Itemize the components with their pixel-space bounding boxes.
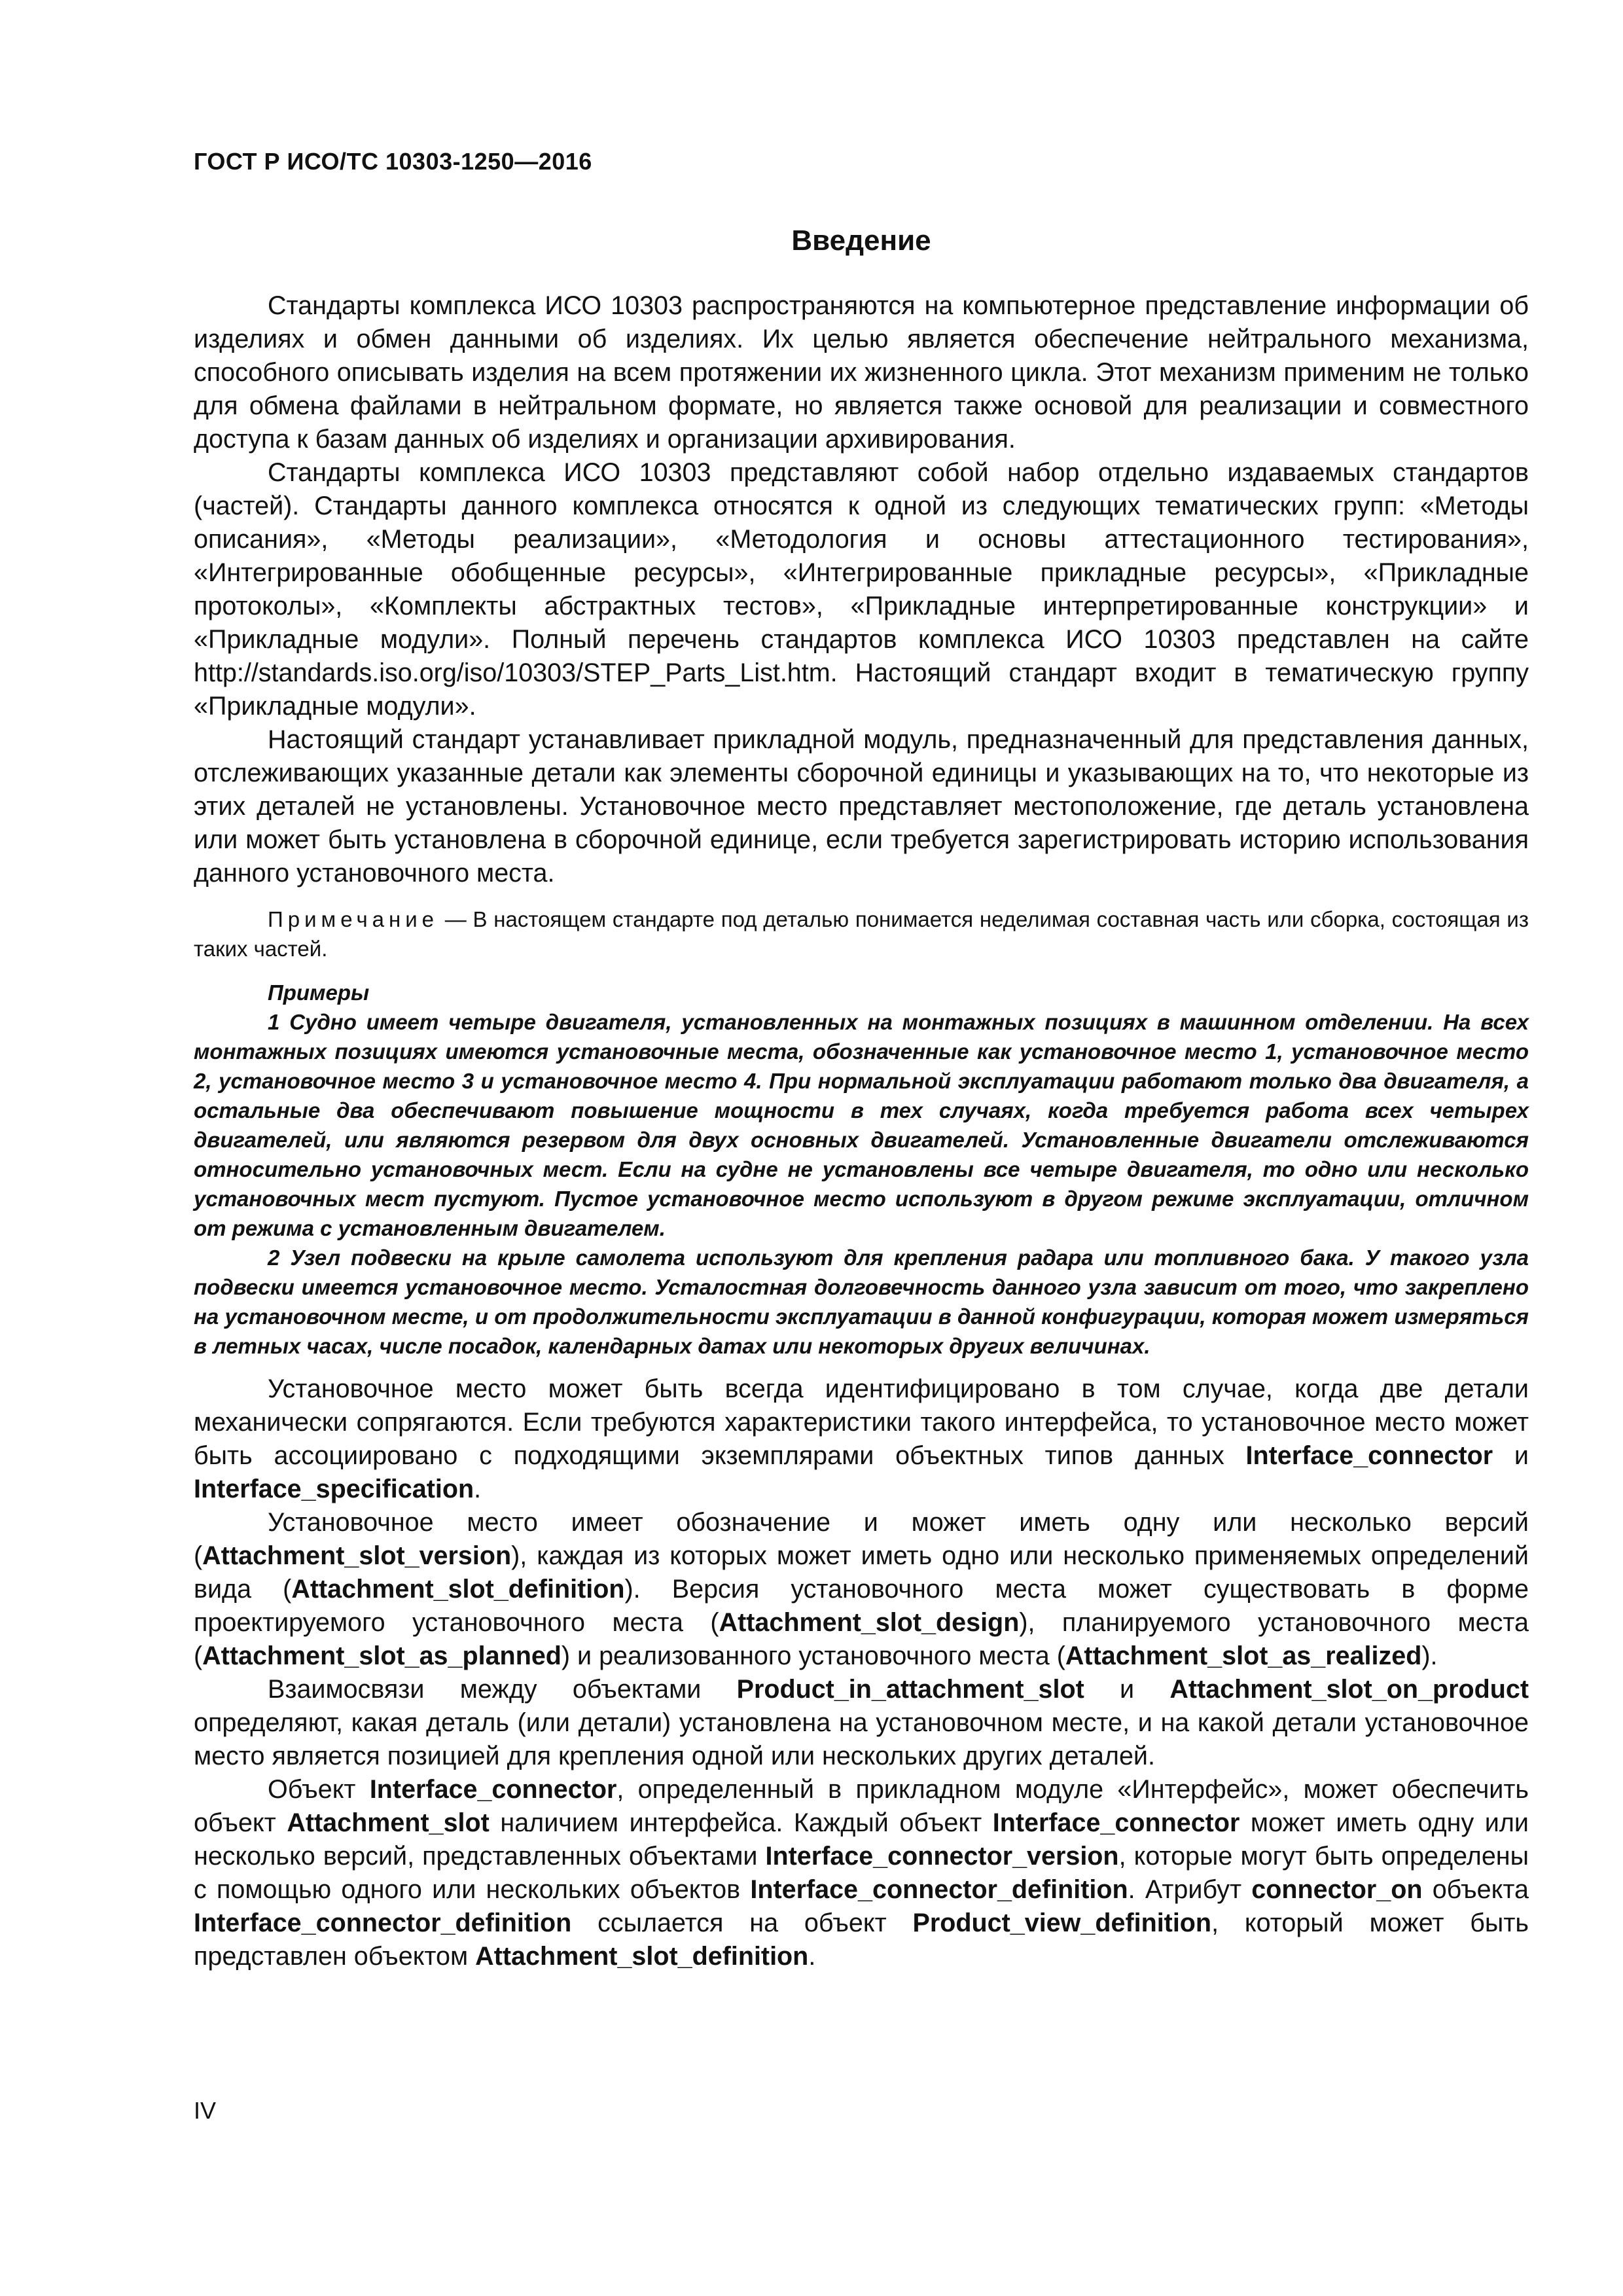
text-run: и: [1493, 1441, 1529, 1471]
text-run: определяют, какая деталь (или детали) установлена на установочном месте, и на какой детали установочное место является позицией для крепления одной или нескольких других деталей.: [194, 1708, 1529, 1771]
note-text: — В настоящем стандарте под деталью понимается неделимая составная часть или сборка, состоящая из таких частей.: [194, 907, 1529, 961]
text-run: .: [808, 1942, 816, 1971]
entity-name: Attachment_slot_as_realized: [1065, 1641, 1422, 1671]
spacer: [194, 1361, 1529, 1372]
text-run: наличием интерфейса. Каждый объект: [489, 1808, 993, 1838]
entity-name: Attachment_slot_on_product: [1169, 1675, 1529, 1704]
note: [194, 905, 1529, 963]
entity-name: Attachment_slot_definition: [291, 1575, 625, 1604]
text-run: Установочное место может быть всегда идентифицировано в том случае, когда две детали механически сопрягаются. Если требуются характеристики такого интерфейса, то установочное место может быть ассоциировано с подходящими экземплярами объектных типов данных: [194, 1374, 1529, 1471]
text-run: Объект: [268, 1775, 370, 1804]
intro-paragraph-1: Стандарты комплекса ИСО 10303 распространяются на компьютерное представление информации об изделиях и обмен данными об изделиях. Их целью является обеспечение нейтрального механизма, способного описывать изделия на всем протяжении их жизненного цикла. Этот механизм применим не только для обмена файлами в нейтральном формате, но является также основой для реализации и совместного доступа к базам данных об изделиях и организации архивирования.: [194, 291, 1529, 454]
entity-name: Product_in_attachment_slot: [736, 1675, 1084, 1704]
examples-title: Примеры: [268, 980, 370, 1005]
text-run: и: [1084, 1675, 1170, 1704]
text-run: .: [474, 1475, 482, 1504]
text-run: ссылается на объект: [571, 1909, 913, 1938]
text-run: ) и реализованного установочного места (: [561, 1641, 1065, 1671]
note-label: Примечание: [268, 907, 439, 932]
page-content: [194, 225, 1529, 1973]
entity-name: Interface_specification: [194, 1475, 474, 1504]
entity-name: Interface_connector: [992, 1808, 1240, 1838]
body-paragraph-1: [194, 1372, 1529, 1506]
text-run: ), каждая из которых может иметь одно или несколько применяемых определений вида (: [194, 1541, 1529, 1604]
entity-name: Interface_connector_definition: [194, 1909, 572, 1938]
body-paragraph-3: [194, 1673, 1529, 1773]
entity-name: Attachment_slot_definition: [475, 1942, 809, 1971]
entity-name: Attachment_slot: [287, 1808, 490, 1838]
body-paragraph-2: [194, 1506, 1529, 1673]
text-run: Взаимосвязи между объектами: [268, 1675, 737, 1704]
text-run: ). Версия установочного места может существовать в форме проектируемого установочного места (: [194, 1575, 1529, 1638]
text-run: , определенный в прикладном модуле «Интерфейс», может обеспечить объект: [194, 1775, 1529, 1838]
entity-name: Interface_connector_definition: [750, 1875, 1128, 1905]
text-run: , которые могут быть определены с помощью одного или нескольких объектов: [194, 1842, 1529, 1905]
entity-name: Attachment_slot_as_planned: [202, 1641, 562, 1671]
entity-name: Attachment_slot_design: [719, 1608, 1020, 1638]
text-run: ), планируемого установочного места (: [194, 1608, 1529, 1671]
page-number: IV: [194, 2097, 217, 2124]
example-1: 1 Судно имеет четыре двигателя, установленных на монтажных позициях в машинном отделении. На всех монтажных позициях имеются установочные места, обозначенные как установочное место 1, установочное место 2, установочное место 3 и установочное место 4. При нормальной эксплуатации работают только два двигателя, а остальные два обеспечивают повышение мощности в тех случаях, когда требуется работа всех четырех двигателей, или являются резервом для двух основных двигателей. Установленные двигатели отслеживаются относительно установочных мест. Если на судне не установлены все четыре двигателя, то одно или несколько установочных мест пустуют. Пустое установочное место используют в другом режиме эксплуатации, отличном от режима с установленным двигателем.: [194, 1010, 1529, 1241]
text-run: может иметь одну или несколько версий, представленных объектами: [194, 1808, 1529, 1871]
standard-id-header: ГОСТ Р ИСО/ТС 10303-1250—2016: [194, 148, 592, 175]
text-run: ).: [1421, 1641, 1438, 1671]
entity-name: connector_on: [1251, 1875, 1423, 1905]
section-title: Введение: [791, 224, 931, 257]
entity-name: Attachment_slot_version: [202, 1541, 512, 1571]
text-run: Установочное место имеет обозначение и может иметь одну или несколько версий (: [194, 1508, 1529, 1571]
text-run: . Атрибут: [1128, 1875, 1252, 1905]
body-paragraph-4: [194, 1773, 1529, 1973]
entity-name: Interface_connector: [369, 1775, 617, 1804]
intro-paragraph-3: Настоящий стандарт устанавливает прикладной модуль, предназначенный для представления данных, отслеживающих указанные детали как элементы сборочной единицы и указывающих на то, что некоторые из этих деталей не установлены. Установочное место представляет местоположение, где деталь установлена или может быть установлена в сборочной единице, если требуется зарегистрировать историю использования данного установочного места.: [194, 725, 1529, 888]
intro-paragraph-2: Стандарты комплекса ИСО 10303 представляют собой набор отдельно издаваемых стандартов (частей). Стандарты данного комплекса относятся к одной из следующих тематических групп: «Методы описания», «Методы реализации», «Методология и основы аттестационного тестирования», «Интегрированные обобщенные ресурсы», «Интегрированные прикладные ресурсы», «Прикладные протоколы», «Комплекты абстрактных тестов», «Прикладные интерпретированные конструкции» и «Прикладные модули». Полный перечень стандартов комплекса ИСО 10303 представлен на сайте http://standards.iso.org/iso/10303/STEP_Parts_List.htm. Настоящий стандарт входит в тематическую группу «Прикладные модули».: [194, 458, 1529, 721]
example-2: 2 Узел подвески на крыле самолета используют для крепления радара или топливного бака. У такого узла подвески имеется установочное место. Усталостная долговечность данного узла зависит от того, что закреплено на установочном месте, и от продолжительности эксплуатации в данной конфигурации, которая может измеряться в летных часах, числе посадок, календарных датах или некоторых других величинах.: [194, 1246, 1529, 1359]
entity-name: Product_view_definition: [912, 1909, 1212, 1938]
entity-name: Interface_connector: [1245, 1441, 1493, 1471]
text-run: объекта: [1422, 1875, 1529, 1905]
entity-name: Interface_connector_version: [765, 1842, 1119, 1871]
text-run: , который может быть представлен объектом: [194, 1909, 1529, 1971]
